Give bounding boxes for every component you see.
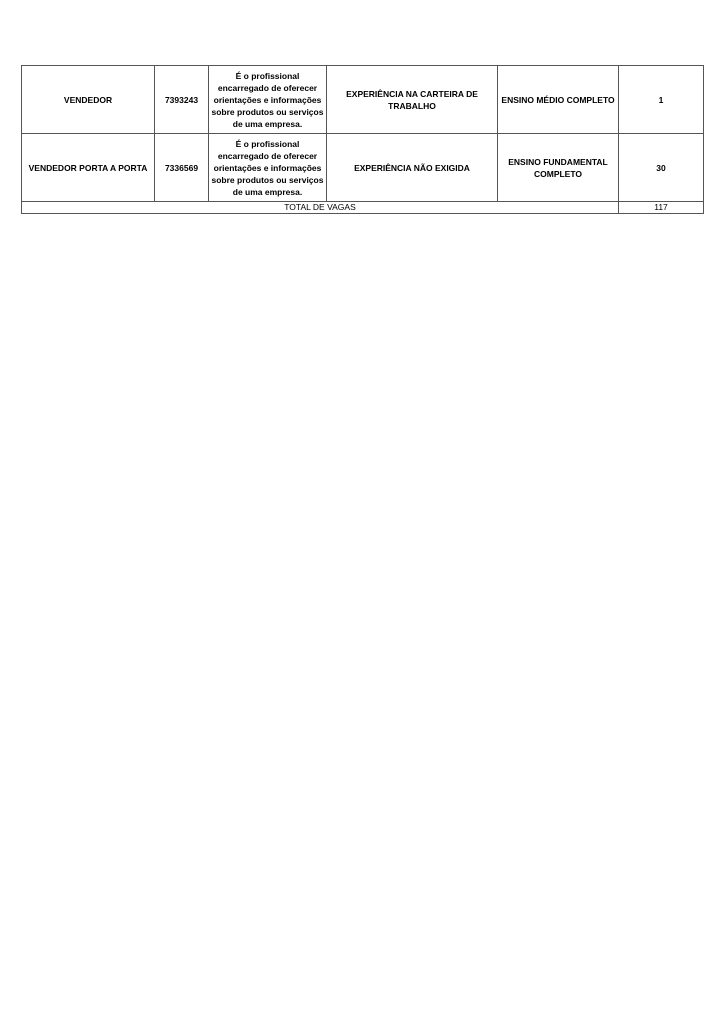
vacancies-cell: 30 [619, 134, 704, 202]
description-cell: É o profissional encarregado de oferecer orientações e informações sobre produtos ou serviços de uma empresa. [209, 134, 327, 202]
table-row [22, 66, 704, 134]
total-value: 117 [619, 202, 704, 214]
total-label: TOTAL DE VAGAS [22, 202, 619, 214]
table-row [22, 134, 704, 202]
total-row [22, 202, 704, 214]
code-cell: 7336569 [155, 134, 209, 202]
education-cell: ENSINO FUNDAMENTAL COMPLETO [498, 134, 619, 202]
occupation-cell: VENDEDOR PORTA A PORTA [22, 134, 155, 202]
vacancies-cell: 1 [619, 66, 704, 134]
experience-cell: EXPERIÊNCIA NÃO EXIGIDA [327, 134, 498, 202]
education-cell: ENSINO MÉDIO COMPLETO [498, 66, 619, 134]
description-cell: É o profissional encarregado de oferecer orientações e informações sobre produtos ou serviços de uma empresa. [209, 66, 327, 134]
code-cell: 7393243 [155, 66, 209, 134]
occupation-cell: VENDEDOR [22, 66, 155, 134]
job-vacancies-table [21, 65, 704, 214]
experience-cell: EXPERIÊNCIA NA CARTEIRA DE TRABALHO [327, 66, 498, 134]
